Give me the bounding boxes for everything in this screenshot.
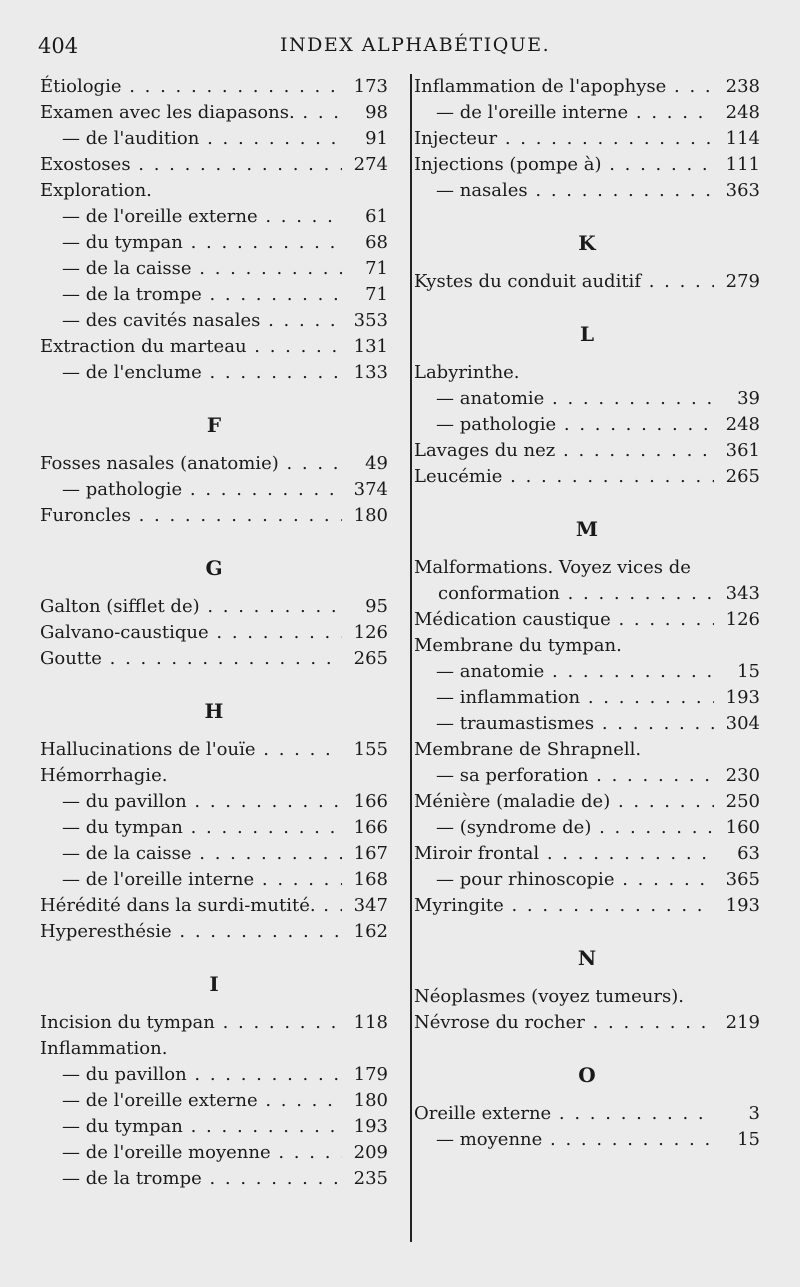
index-subentry: — de la caisse . . . 167 [40,841,388,867]
index-subentry: — du pavillon . . . 166 [40,789,388,815]
index-entry: Injecteur . . . 114 [414,126,760,152]
index-entry: Kystes du conduit auditif . . . 279 [414,269,760,295]
index-entry: Injections (pompe à) . . . 111 [414,152,760,178]
index-entry: Exostoses . . . 274 [40,152,388,178]
index-entry: Goutte . . . 265 [40,646,388,672]
section-letter-f: F [206,413,222,437]
index-entry: Furoncles . . . 180 [40,503,388,529]
index-entry: Malformations. Voyez vices de [414,557,691,578]
section-letter-h: H [204,699,224,723]
index-entry: Hérédité dans la surdi-mutité. . . . 347 [40,893,388,919]
index-subentry: — du tympan . . . 68 [40,230,388,256]
index-subentry: — traumastismes . . . 304 [414,711,760,737]
section-letter-k: K [578,231,596,255]
index-entry: Inflammation. [40,1038,168,1059]
index-entry: Névrose du rocher . . . 219 [414,1010,760,1036]
index-entry: Hémorrhagie. [40,765,168,786]
index-subentry: — de l'oreille interne . . . 248 [414,100,760,126]
index-column-left [40,74,388,1192]
index-subentry: — inflammation . . . 193 [414,685,760,711]
index-entry: Membrane de Shrapnell. [414,739,642,760]
page-number: 404 [38,34,79,58]
index-subentry: — moyenne . . . 15 [414,1127,760,1153]
index-subentry: — nasales . . . 363 [414,178,760,204]
index-entry: Lavages du nez . . . 361 [414,438,760,464]
section-letter-o: O [578,1063,596,1087]
index-subentry: — de l'oreille externe . . . 180 [40,1088,388,1114]
index-entry: Labyrinthe. [414,362,520,383]
index-column-right [414,74,760,1153]
index-subentry: — de l'oreille externe . . . 61 [40,204,388,230]
index-subentry: — du tympan . . . 166 [40,815,388,841]
index-entry: Étiologie . . . 173 [40,74,388,100]
index-subentry: — de l'audition . . . 91 [40,126,388,152]
page-header [0,30,800,64]
index-entry: Hallucinations de l'ouïe . . . 155 [40,737,388,763]
section-letter-g: G [205,556,223,580]
index-entry: Galvano-caustique . . . 126 [40,620,388,646]
index-subentry: — pour rhinoscopie . . . 365 [414,867,760,893]
index-entry: Exploration. [40,180,152,201]
index-entry: Néoplasmes (voyez tumeurs). [414,986,684,1007]
index-subentry: — anatomie . . . 15 [414,659,760,685]
index-entry: Fosses nasales (anatomie) . . . 49 [40,451,388,477]
index-entry-continuation: conformation . . . 343 [414,581,760,607]
index-subentry: — de la trompe . . . 71 [40,282,388,308]
section-letter-n: N [577,946,597,970]
index-subentry: — de l'enclume . . . 133 [40,360,388,386]
index-entry: Incision du tympan . . . 118 [40,1010,388,1036]
index-subentry: — anatomie . . . 39 [414,386,760,412]
index-entry: Hyperesthésie . . . 162 [40,919,388,945]
column-divider [410,74,412,1242]
index-entry: Oreille externe . . . 3 [414,1101,760,1127]
index-subentry: — de la caisse . . . 71 [40,256,388,282]
index-subentry: — de l'oreille moyenne . . . 209 [40,1140,388,1166]
index-entry: Ménière (maladie de) . . . 250 [414,789,760,815]
index-subentry: — des cavités nasales . . . 353 [40,308,388,334]
index-entry: Extraction du marteau . . . 131 [40,334,388,360]
index-subentry: — du pavillon . . . 179 [40,1062,388,1088]
section-letter-m: M [575,517,599,541]
index-entry: Myringite . . . 193 [414,893,760,919]
index-entry: Membrane du tympan. [414,635,622,656]
index-entry: Examen avec les diapasons. . . . 98 [40,100,388,126]
index-subentry: — de la trompe . . . 235 [40,1166,388,1192]
index-subentry: — sa perforation . . . 230 [414,763,760,789]
section-letter-l: L [579,322,595,346]
index-entry: Inflammation de l'apophyse . . . 238 [414,74,760,100]
index-subentry: — (syndrome de) . . . 160 [414,815,760,841]
index-subentry: — pathologie . . . 374 [40,477,388,503]
running-title: INDEX ALPHABÉTIQUE. [280,34,551,56]
section-letter-i: I [209,972,219,996]
index-subentry: — du tympan . . . 193 [40,1114,388,1140]
index-entry: Miroir frontal . . . 63 [414,841,760,867]
index-subentry: — de l'oreille interne . . . 168 [40,867,388,893]
index-entry: Leucémie . . . 265 [414,464,760,490]
index-entry: Médication caustique . . . 126 [414,607,760,633]
index-entry: Galton (sifflet de) . . . 95 [40,594,388,620]
index-subentry: — pathologie . . . 248 [414,412,760,438]
